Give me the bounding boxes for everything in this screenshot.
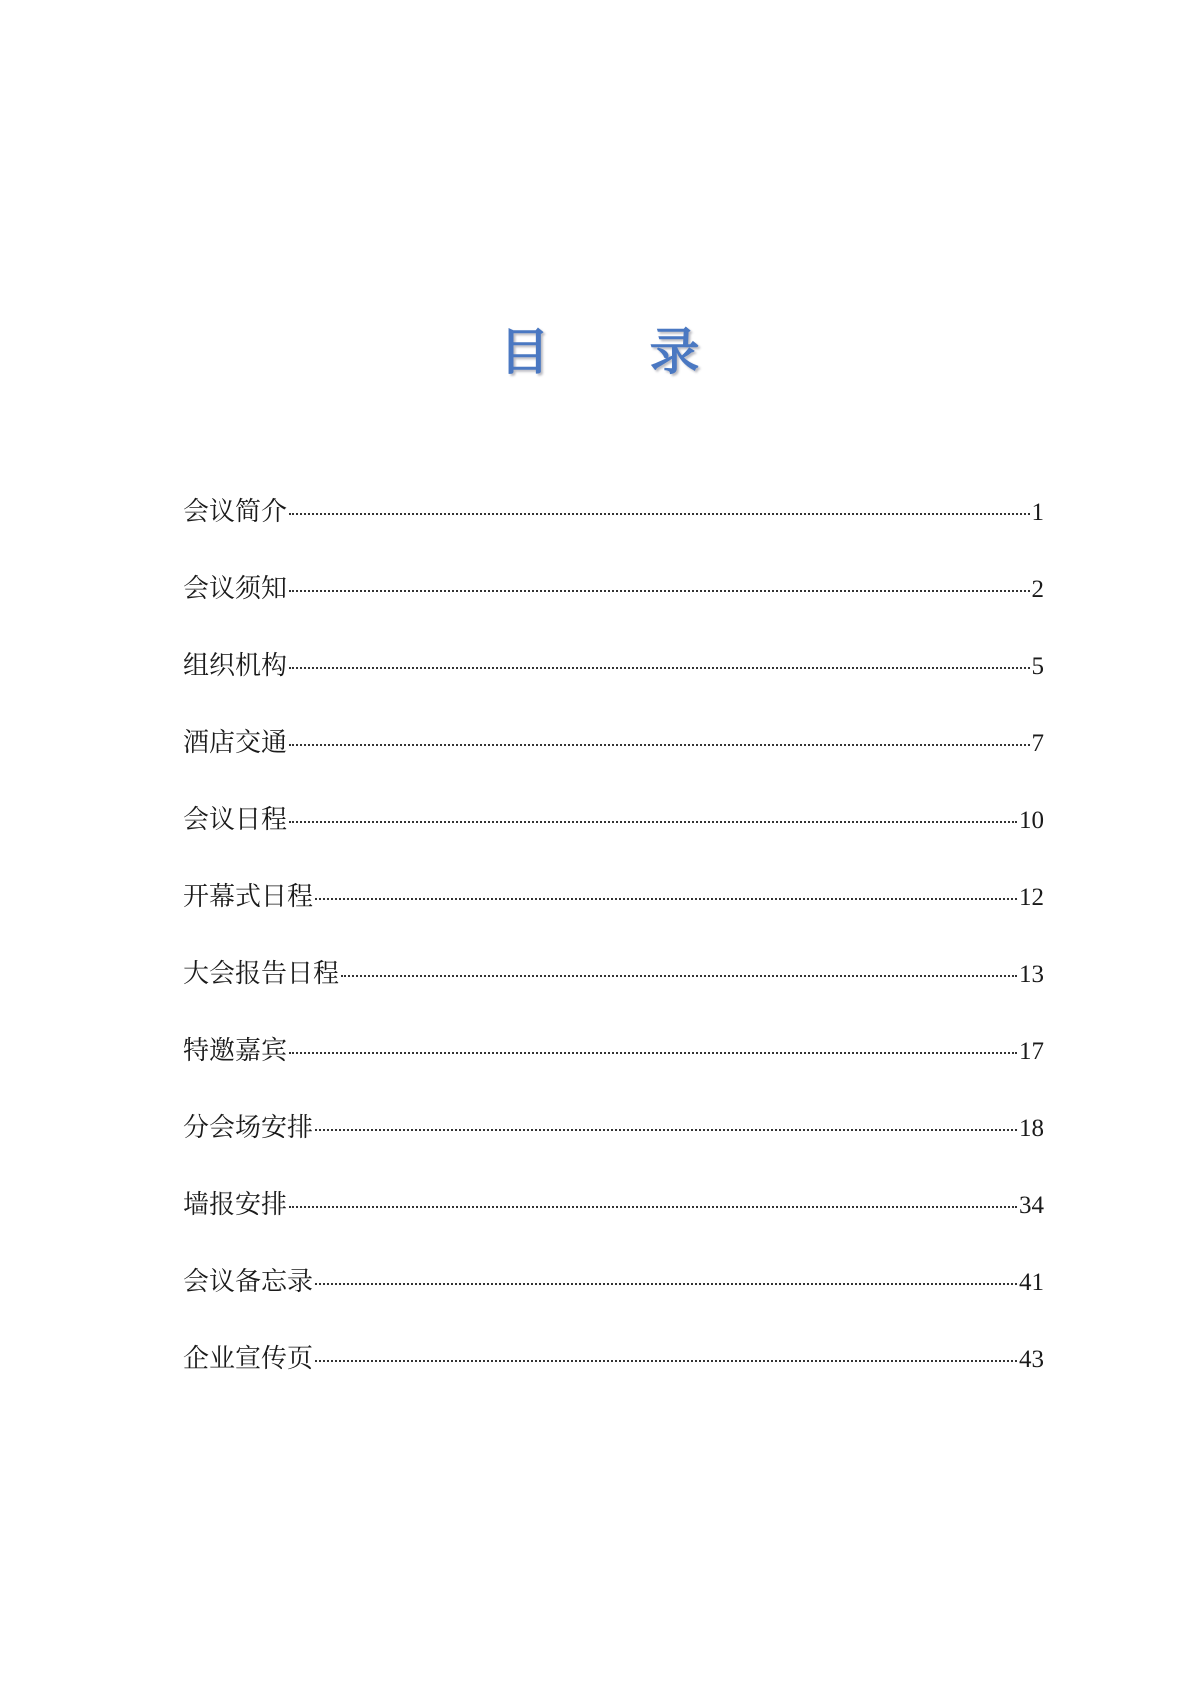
toc-entry[interactable] (183, 959, 1044, 1036)
toc-entry-page-number: 17 (1019, 1038, 1044, 1065)
toc-entry-page-number: 2 (1031, 576, 1044, 603)
toc-dot-leader (289, 821, 1017, 823)
toc-dot-leader (289, 1052, 1017, 1054)
toc-entry-page-number: 10 (1019, 807, 1044, 834)
toc-entry[interactable] (183, 805, 1044, 882)
toc-dot-leader (315, 1283, 1017, 1285)
toc-dot-leader (315, 898, 1017, 900)
toc-entry-page-number: 41 (1019, 1269, 1044, 1296)
toc-entry-label: 会议须知 (183, 574, 288, 604)
toc-entry[interactable] (183, 1344, 1044, 1421)
toc-dot-leader (289, 667, 1029, 669)
toc-entry-label: 大会报告日程 (183, 959, 340, 989)
toc-entry[interactable] (183, 1036, 1044, 1113)
toc-entry[interactable] (183, 497, 1044, 574)
toc-entry[interactable] (183, 651, 1044, 728)
toc-entry-page-number: 1 (1031, 499, 1044, 526)
toc-entry-label: 会议日程 (183, 805, 288, 835)
toc-entry-page-number: 34 (1019, 1192, 1044, 1219)
toc-dot-leader (315, 1129, 1017, 1131)
toc-entry[interactable] (183, 882, 1044, 959)
toc-entry-label: 特邀嘉宾 (183, 1036, 288, 1066)
toc-dot-leader (315, 1360, 1017, 1362)
toc-entry[interactable] (183, 728, 1044, 805)
toc-dot-leader (289, 744, 1029, 746)
toc-dot-leader (289, 513, 1029, 515)
page-title-char-1: 目 (499, 322, 550, 381)
toc-entry-label: 分会场安排 (183, 1113, 314, 1143)
toc-entry-page-number: 43 (1019, 1346, 1044, 1373)
toc-entry-page-number: 5 (1031, 653, 1044, 680)
toc-entry-page-number: 13 (1019, 961, 1044, 988)
toc-dot-leader (341, 975, 1017, 977)
page-title (0, 322, 1199, 382)
toc-entry-page-number: 12 (1019, 884, 1044, 911)
toc-entry[interactable] (183, 1190, 1044, 1267)
toc-entry-label: 会议简介 (183, 497, 288, 527)
toc-entry-label: 企业宣传页 (183, 1344, 314, 1374)
toc-entry[interactable] (183, 574, 1044, 651)
page-title-char-2: 录 (649, 322, 700, 381)
toc-entry-label: 酒店交通 (183, 728, 288, 758)
toc-entry-label: 会议备忘录 (183, 1267, 314, 1297)
toc-entry[interactable] (183, 1113, 1044, 1190)
table-of-contents (183, 497, 1044, 1421)
toc-entry-label: 开幕式日程 (183, 882, 314, 912)
toc-entry[interactable] (183, 1267, 1044, 1344)
toc-entry-label: 墙报安排 (183, 1190, 288, 1220)
toc-entry-page-number: 18 (1019, 1115, 1044, 1142)
toc-entry-page-number: 7 (1031, 730, 1044, 757)
toc-dot-leader (289, 1206, 1017, 1208)
toc-dot-leader (289, 590, 1029, 592)
toc-entry-label: 组织机构 (183, 651, 288, 681)
